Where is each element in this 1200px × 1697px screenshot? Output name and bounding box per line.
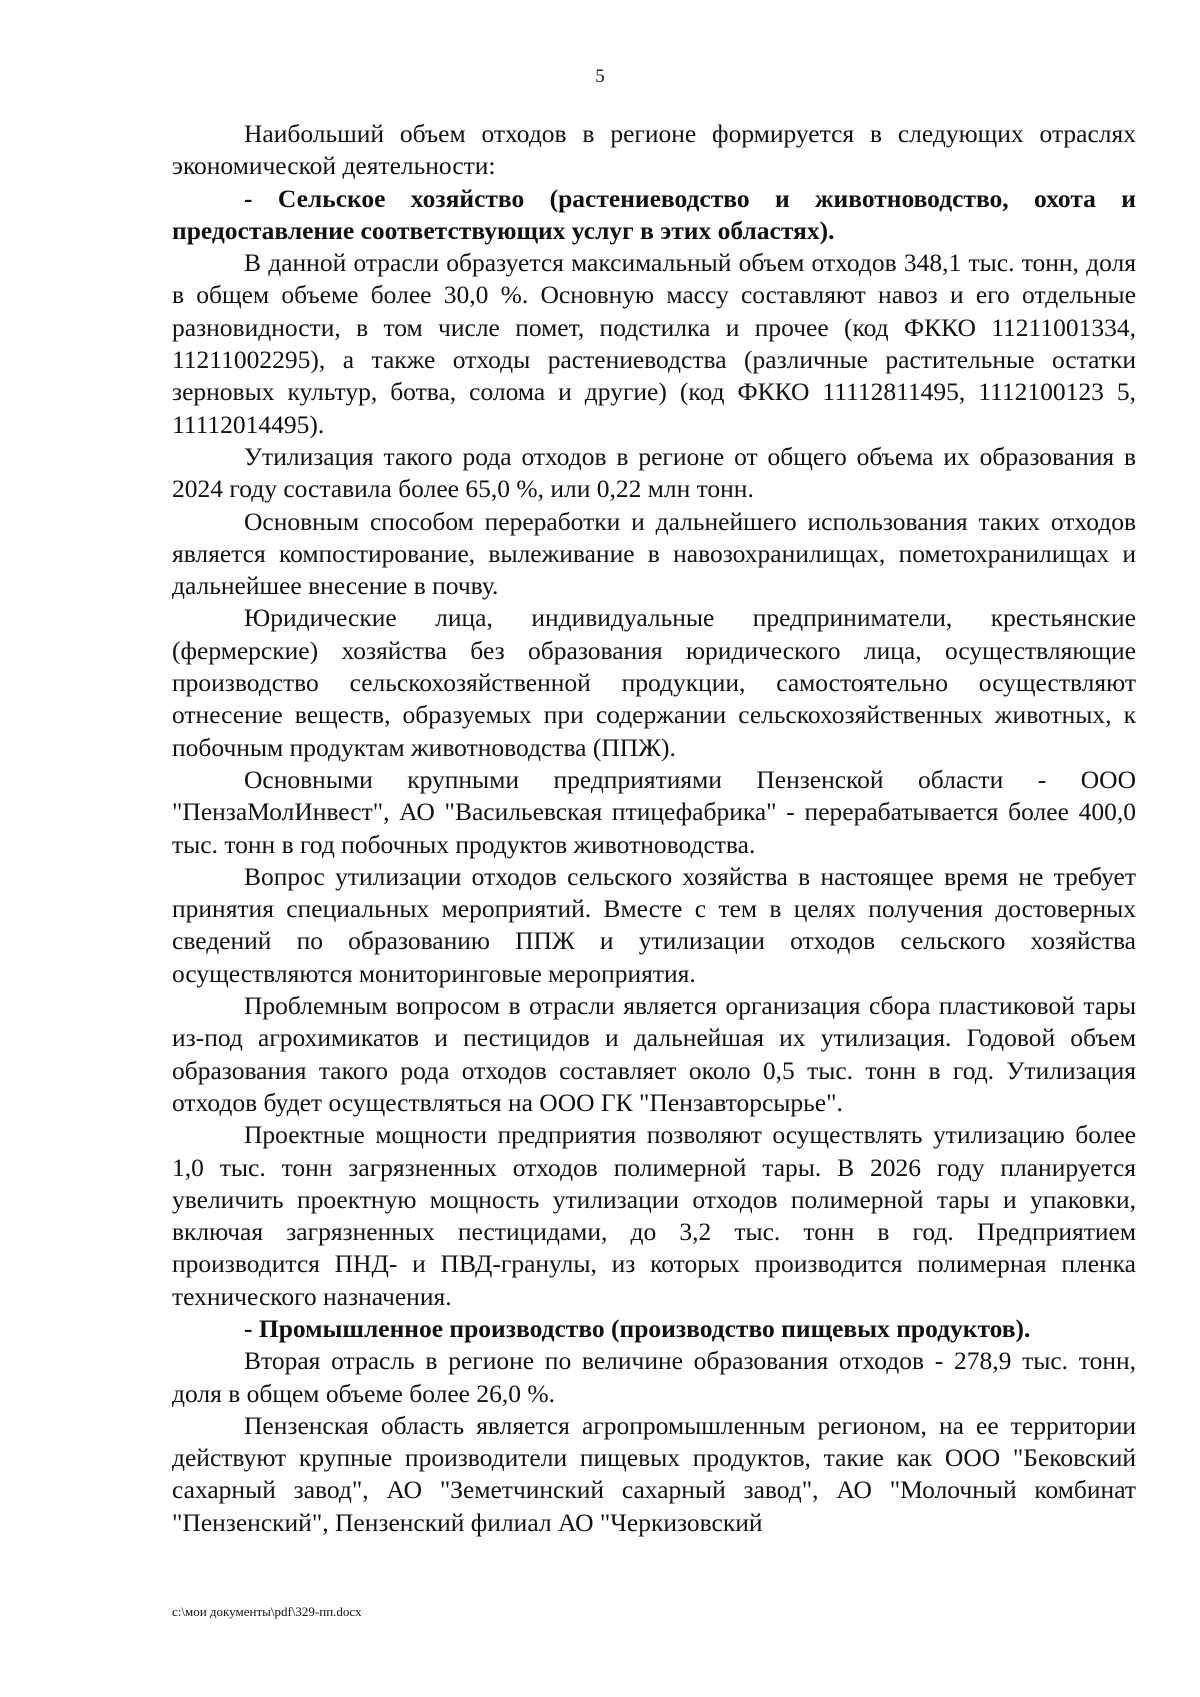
paragraph: В данной отрасли образуется максимальный объем отходов 348,1 тыс. тонн, доля в общем объеме более 30,0 %. Основную массу составляют навоз и его отдельные разновидности, в том числе помет, подстилка и прочее (код ФККО 11211001334, 11211002295), а также отходы растениеводства (различные растительные остатки зерновых культур, ботва, солома и другие) (код ФККО 11112811495, 1112100123 5, 11112014495).	[172, 248, 1136, 439]
document-body	[172, 118, 1136, 1539]
section-heading-industry: - Промышленное производство (производство пищевых продуктов).	[244, 1313, 1031, 1343]
paragraph: Проблемным вопросом в отрасли является организация сбора пластиковой тары из-под агрохимикатов и пестицидов и дальнейшая их утилизация. Годовой объем образования такого рода отходов составляет около 0,5 тыс. тонн в год. Утилизация отходов будет осуществляться на ООО ГК "Пензавторсырье".	[172, 991, 1136, 1117]
section-heading-agriculture: - Сельское хозяйство (растениеводство и животноводство, охота и предоставление соответствующих услуг в этих областях).	[172, 183, 1136, 245]
file-path-footer: c:\мои документы\pdf\329-пп.docx	[172, 1604, 362, 1619]
paragraph: Пензенская область является агропромышленным регионом, на ее территории действуют крупные производители пищевых продуктов, такие как ООО "Бековский сахарный завод", АО "Земетчинский сахарный завод", АО "Молочный комбинат "Пензенский", Пензенский филиал АО "Черкизовский	[172, 1410, 1136, 1537]
paragraph: Вопрос утилизации отходов сельского хозяйства в настоящее время не требует принятия специальных мероприятий. Вместе с тем в целях получения достоверных сведений по образованию ППЖ и утилизации отходов сельского хозяйства осуществляются мониторинговые мероприятия.	[172, 861, 1136, 988]
paragraph: Утилизация такого рода отходов в регионе от общего объема их образования в 2024 году составила более 65,0 %, или 0,22 млн тонн.	[172, 441, 1136, 504]
page-number: 5	[595, 66, 605, 87]
paragraph: Наибольший объем отходов в регионе формируется в следующих отраслях экономической деятельности:	[172, 119, 1136, 181]
paragraph: Юридические лица, индивидуальные предприниматели, крестьянские (фермерские) хозяйства без образования юридического лица, осуществляющие производство сельскохозяйственной продукции, самостоятельно осуществляют отнесение веществ, образуемых при содержании сельскохозяйственных животных, к побочным продуктам животноводства (ППЖ).	[172, 603, 1136, 762]
paragraph: Основным способом переработки и дальнейшего использования таких отходов является компостирование, вылеживание в навозохранилищах, пометохранилищах и дальнейшее внесение в почву.	[172, 506, 1136, 601]
paragraph: Основными крупными предприятиями Пензенской области - ООО "ПензаМолИнвест", АО "Васильевская птицефабрика" - перерабатывается более 400,0 тыс. тонн в год побочных продуктов животноводства.	[172, 764, 1136, 859]
paragraph: Вторая отрасль в регионе по величине образования отходов - 278,9 тыс. тонн, доля в общем объеме более 26,0 %.	[172, 1346, 1136, 1408]
paragraph: Проектные мощности предприятия позволяют осуществлять утилизацию более 1,0 тыс. тонн загрязненных отходов полимерной тары. В 2026 году планируется увеличить проектную мощность утилизации отходов полимерной тары и упаковки, включая загрязненных пестицидами, до 3,2 тыс. тонн в год. Предприятием производится ПНД- и ПВД-гранулы, из которых производится полимерная пленка технического назначения.	[172, 1120, 1136, 1311]
